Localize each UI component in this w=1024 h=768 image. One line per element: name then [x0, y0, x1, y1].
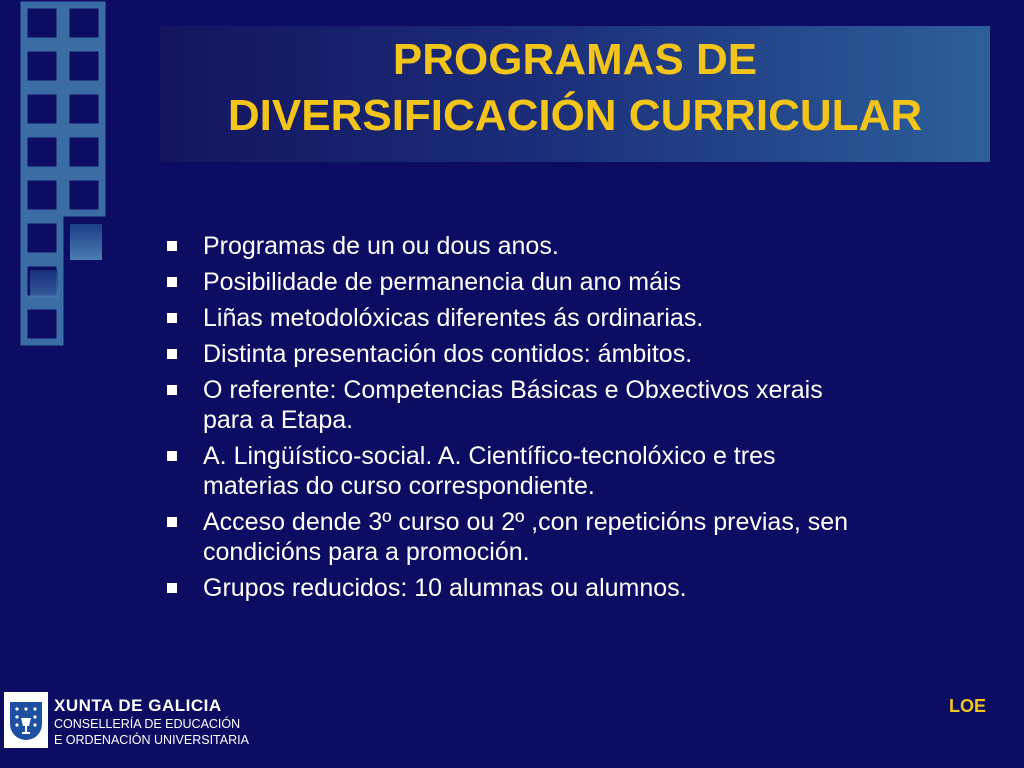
bullet-text-line-1: Acceso dende 3º curso ou 2º ,con repeticións previas, sen — [203, 508, 849, 536]
bullet-item — [163, 507, 963, 567]
bullet-text: Grupos reducidos: 10 alumnas ou alumnos. — [203, 574, 687, 602]
bullet-text-line-2: condicións para a promoción. — [203, 538, 530, 566]
decorative-squares — [0, 0, 120, 350]
title-banner — [160, 26, 990, 162]
bullet-item — [163, 267, 963, 297]
dept-line-2: E ORDENACIÓN UNIVERSITARIA — [54, 733, 249, 747]
bullet-text-line-1: O referente: Competencias Básicas e Obxectivos xerais — [203, 376, 823, 404]
square-bullet-icon — [167, 241, 177, 251]
organization-block — [54, 696, 249, 748]
bullet-item — [163, 303, 963, 333]
title-line-2: DIVERSIFICACIÓN CURRICULAR — [227, 91, 923, 140]
bullet-item — [163, 339, 963, 369]
bullet-item — [163, 231, 963, 261]
bullet-list — [163, 231, 963, 609]
bullet-text: Posibilidade de permanencia dun ano máis — [203, 268, 682, 296]
square-bullet-icon — [167, 385, 177, 395]
loe-tag: LOE — [948, 696, 986, 716]
square-bullet-icon — [167, 583, 177, 593]
bullet-item — [163, 441, 963, 501]
bullet-text-line-1: A. Lingüístico-social. A. Científico-tecnolóxico e tres — [203, 442, 776, 470]
square-bullet-icon — [167, 313, 177, 323]
square-bullet-icon — [167, 517, 177, 527]
bullet-item — [163, 573, 963, 603]
bullet-text: Programas de un ou dous anos. — [203, 232, 559, 260]
slide-title — [160, 32, 990, 144]
bullet-text: Distinta presentación dos contidos: ámbitos. — [203, 340, 693, 368]
bullet-item — [163, 375, 963, 435]
bullet-text-line-2: para a Etapa. — [203, 406, 354, 434]
title-line-1: PROGRAMAS DE — [392, 35, 758, 84]
dept-line-1: CONSELLERÍA DE EDUCACIÓN — [54, 717, 241, 731]
footer — [0, 690, 1024, 768]
square-bullet-icon — [167, 349, 177, 359]
xunta-crest-icon — [4, 692, 48, 748]
square-bullet-icon — [167, 451, 177, 461]
org-name: XUNTA DE GALICIA — [54, 696, 222, 715]
square-bullet-icon — [167, 277, 177, 287]
bullet-text: Liñas metodolóxicas diferentes ás ordinarias. — [203, 304, 704, 332]
bullet-text-line-2: materias do curso correspondiente. — [203, 472, 595, 500]
